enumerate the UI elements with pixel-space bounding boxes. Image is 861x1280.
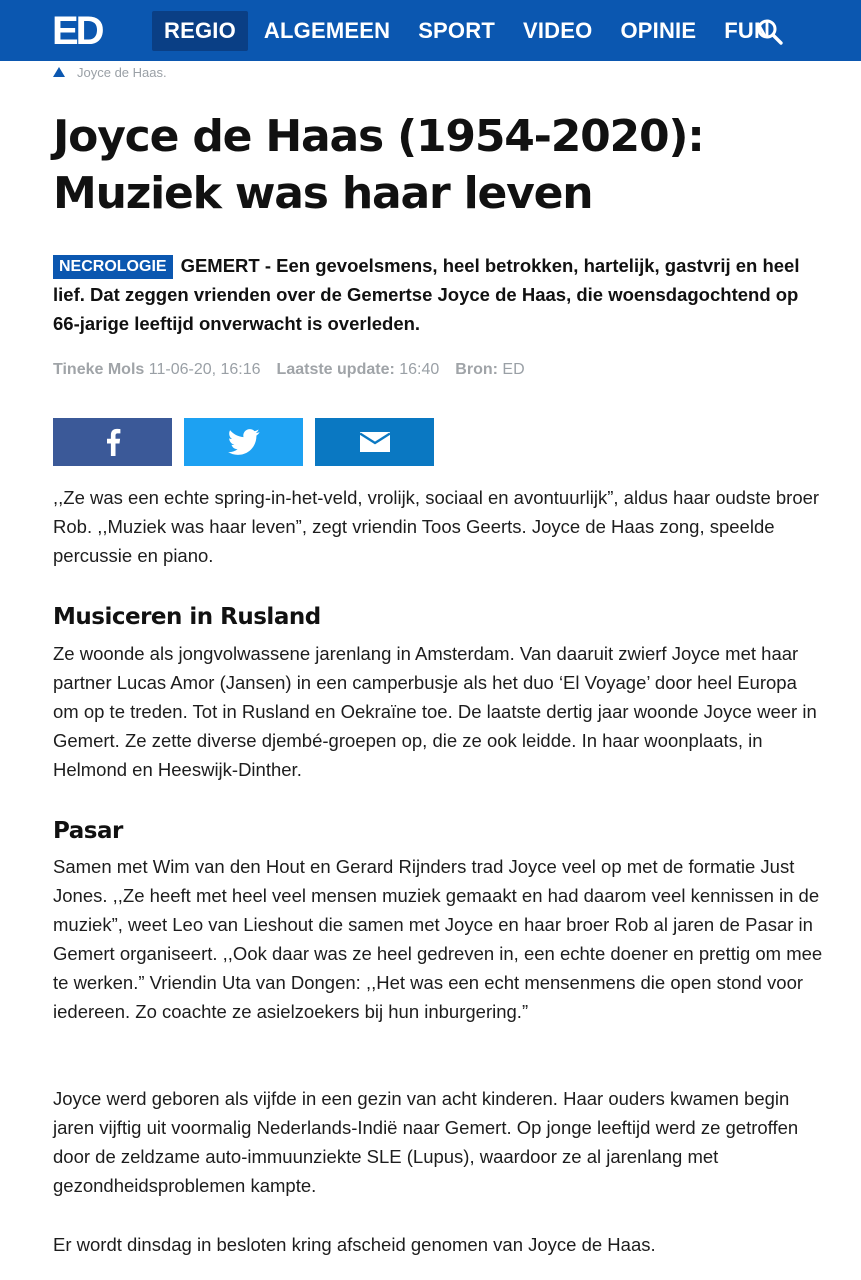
article-paragraph-2: Ze woonde als jongvolwassene jarenlang in Amsterdam. Van daaruit zwierf Joyce met haar partner Lucas Amor (Jansen) in een camperbusje als het duo ‘El Voyage’ door heel Europa om op te treden. Tot in Rusland en Oekraïne toe. De laatste dertig jaar woonde Joyce weer in Gemert. Ze zette diverse djembé-groepen op, die ze ook leidde. In haar woonplaats, in Helmond en Heeswijk-Dinther. bbox=[53, 643, 817, 780]
article-intro bbox=[53, 251, 823, 338]
intro-text: GEMERT - Een gevoelsmens, heel betrokken, hartelijk, gastvrij en heel lief. Dat zeggen vrienden over de Gemertse Joyce de Haas, die woensdagochtend op 66-jarige leeftijd onverwacht is overleden. bbox=[53, 255, 800, 334]
share-facebook-button[interactable] bbox=[53, 418, 172, 466]
nav-item-opinie[interactable]: OPINIE bbox=[620, 18, 697, 43]
share-twitter-button[interactable] bbox=[184, 418, 303, 466]
category-tag[interactable]: NECROLOGIE bbox=[53, 255, 173, 279]
nav-item-regio[interactable]: REGIO bbox=[152, 11, 248, 51]
article-meta bbox=[53, 359, 525, 381]
article-paragraph-1: ,,Ze was een echte spring-in-het-veld, vrolijk, sociaal en avontuurlijk”, aldus haar oudste broer Rob. ,,Muziek was haar leven”, zegt vriendin Toos Geerts. Joyce de Haas zong, speelde percussie en piano. bbox=[53, 487, 820, 566]
nav-item-fun[interactable]: FUN bbox=[724, 18, 771, 43]
top-navigation-bar bbox=[0, 0, 861, 61]
publish-time: 11-06-20, 16:16 bbox=[148, 361, 261, 378]
article-title: Joyce de Haas (1954-2020): Muziek was haar leven bbox=[53, 111, 704, 219]
article-paragraph-3: Samen met Wim van den Hout en Gerard Rijnders trad Joyce veel op met de formatie Just Jones. ,,Ze heeft met heel veel mensen muziek gemaakt en had daarom veel kennissen in de muziek”, weet Leo van Lieshout die samen met Joyce en haar broer Rob al jaren de Pasar in Gemert organiseert. ,,Ook daar was ze heel gedreven in, een echte doener en prettig om mee te werken.” Vriendin Uta van Dongen: ,,Het was een echt mensenmens die open stond voor iedereen. Zo coachte ze asielzoekers bij hun inburgering.” bbox=[53, 856, 823, 1022]
facebook-icon bbox=[105, 428, 121, 456]
ed-logo[interactable]: ED bbox=[52, 9, 102, 53]
photo-caption bbox=[53, 63, 167, 81]
share-email-button[interactable] bbox=[315, 418, 434, 466]
caption-triangle-icon bbox=[53, 67, 65, 77]
search-icon[interactable] bbox=[756, 18, 784, 46]
author-name[interactable]: Tineke Mols bbox=[53, 361, 145, 378]
update-time: 16:40 bbox=[399, 361, 440, 378]
nav-item-video[interactable]: VIDEO bbox=[522, 18, 593, 43]
nav-item-algemeen[interactable]: ALGEMEEN bbox=[263, 18, 391, 43]
article-paragraph-4: Joyce werd geboren als vijfde in een gezin van acht kinderen. Haar ouders kwamen begin jaren vijftig uit voormalig Nederlands-Indië naar Gemert. Op jonge leeftijd werd ze getroffen door de zeldzame auto-immuunziekte SLE (Lupus), waardoor ze al jarenlang met gezondheidsproblemen kampte. bbox=[53, 1088, 799, 1196]
main-nav bbox=[152, 11, 782, 51]
subheading-pasar: Pasar bbox=[53, 818, 123, 844]
article-paragraph-5: Er wordt dinsdag in besloten kring afscheid genomen van Joyce de Haas. bbox=[53, 1234, 656, 1255]
source-name: ED bbox=[502, 361, 525, 378]
source-label: Bron: bbox=[455, 361, 498, 378]
email-icon bbox=[360, 432, 390, 452]
subheading-musiceren: Musiceren in Rusland bbox=[53, 604, 321, 630]
nav-item-sport[interactable]: SPORT bbox=[418, 18, 495, 43]
twitter-icon bbox=[228, 429, 260, 455]
update-label: Laatste update: bbox=[276, 361, 395, 378]
photo-caption-text: Joyce de Haas. bbox=[77, 64, 167, 80]
